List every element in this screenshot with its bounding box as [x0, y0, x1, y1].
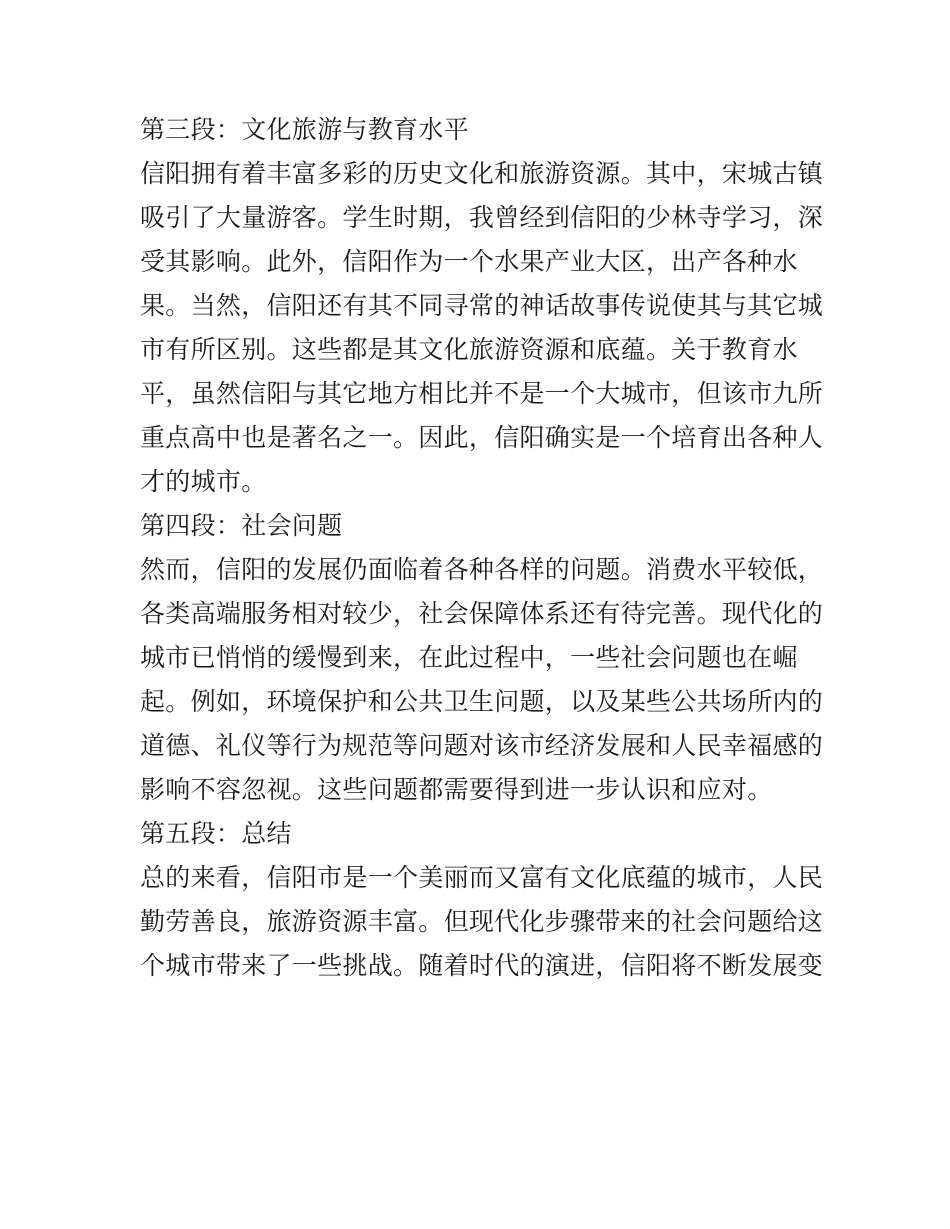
paragraph-line: 总的来看，信阳市是一个美丽而又富有文化底蕴的城市，人民 — [140, 863, 824, 892]
paragraph-line: 果。当然，信阳还有其不同寻常的神话故事传说使其与其它城 — [140, 291, 824, 320]
paragraph-line: 影响不容忽视。这些问题都需要得到进一步认识和应对。 — [140, 775, 773, 804]
paragraph-line: 各类高端服务相对较少，社会保障体系还有待完善。现代化的 — [140, 599, 824, 628]
paragraph-line: 受其影响。此外，信阳作为一个水果产业大区，出产各种水 — [140, 247, 798, 276]
paragraph-line: 平，虽然信阳与其它地方相比并不是一个大城市，但该市九所 — [140, 379, 824, 408]
paragraph-line: 然而，信阳的发展仍面临着各种各样的问题。消费水平较低， — [140, 555, 824, 584]
paragraph-line: 道德、礼仪等行为规范等问题对该市经济发展和人民幸福感的 — [140, 731, 824, 760]
paragraph-line: 重点高中也是著名之一。因此，信阳确实是一个培育出各种人 — [140, 423, 824, 452]
paragraph-line: 吸引了大量游客。学生时期，我曾经到信阳的少林寺学习，深 — [140, 203, 824, 232]
paragraph-line: 勤劳善良，旅游资源丰富。但现代化步骤带来的社会问题给这 — [140, 907, 824, 936]
paragraph-line: 城市已悄悄的缓慢到来，在此过程中，一些社会问题也在崛 — [140, 643, 798, 672]
document-body — [140, 108, 824, 988]
section-heading-4: 第四段：社会问题 — [140, 511, 343, 540]
paragraph-line: 个城市带来了一些挑战。随着时代的演进，信阳将不断发展变 — [140, 951, 824, 980]
paragraph-line: 起。例如，环境保护和公共卫生问题，以及某些公共场所内的 — [140, 687, 824, 716]
section-heading-3: 第三段：文化旅游与教育水平 — [140, 115, 469, 144]
section-heading-5: 第五段：总结 — [140, 819, 292, 848]
paragraph-line: 信阳拥有着丰富多彩的历史文化和旅游资源。其中，宋城古镇 — [140, 159, 824, 188]
paragraph-line: 才的城市。 — [140, 467, 267, 496]
paragraph-line: 市有所区别。这些都是其文化旅游资源和底蕴。关于教育水 — [140, 335, 798, 364]
